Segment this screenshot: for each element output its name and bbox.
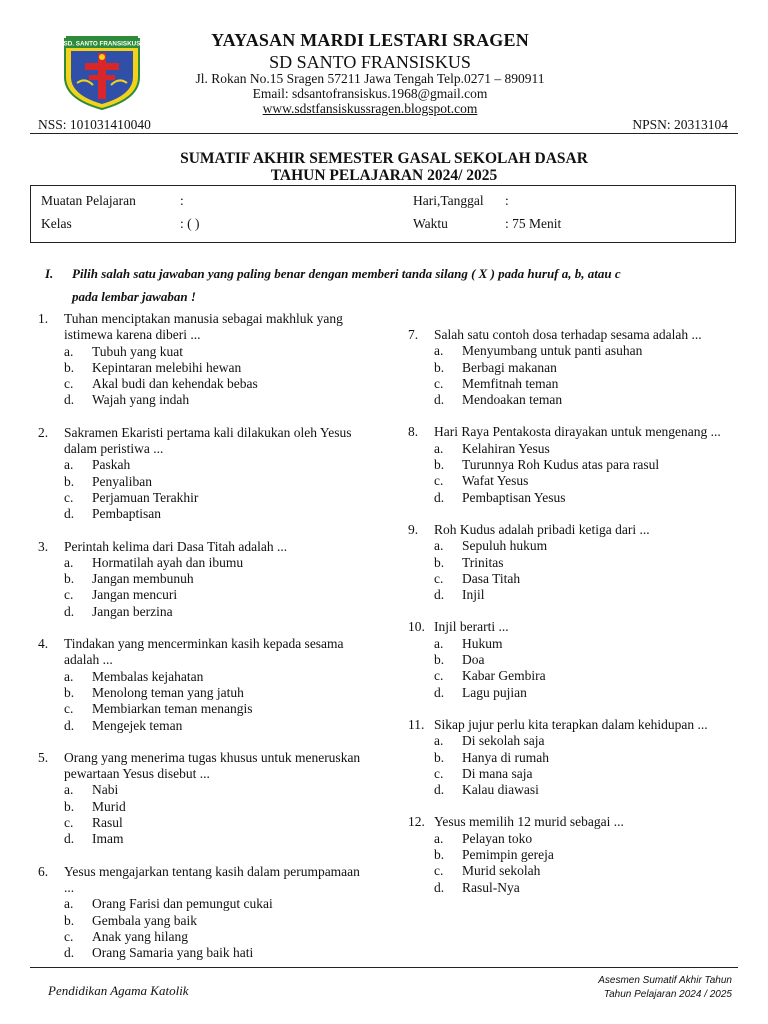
- answer-option: [64, 799, 368, 815]
- option-text: Dasa Titah: [462, 570, 521, 586]
- option-text: Imam: [92, 831, 124, 847]
- footer-subject: Pendidikan Agama Katolik: [48, 983, 189, 998]
- option-text: Menolong teman yang jatuh: [92, 684, 244, 700]
- school-email: Email: sdsantofransiskus.1968@gmail.com: [252, 86, 488, 101]
- option-letter: b.: [434, 359, 445, 375]
- option-text: Turunnya Roh Kudus atas para rasul: [462, 457, 660, 473]
- answer-option: [64, 571, 368, 587]
- answer-option: [434, 847, 738, 863]
- option-letter: c.: [434, 863, 444, 879]
- option-letter: c.: [434, 570, 444, 586]
- exam-title: SUMATIF AKHIR SEMESTER GASAL SEKOLAH DASAR: [180, 150, 588, 167]
- question-text: Tuhan menciptakan manusia sebagai makhluk yang istimewa karena diberi ...: [64, 311, 343, 343]
- option-letter: b.: [434, 749, 445, 765]
- answer-option: [64, 555, 368, 571]
- class-value: : ( ): [180, 216, 200, 231]
- question-number: 9.: [408, 521, 419, 537]
- question-number: 6.: [38, 863, 49, 879]
- option-text: Trinitas: [462, 554, 504, 570]
- option-text: Jangan berzina: [92, 603, 173, 619]
- question-text: Perintah kelima dari Dasa Titah adalah ...: [64, 538, 288, 554]
- option-text: Paskah: [92, 457, 131, 473]
- option-text: Hormatilah ayah dan ibumu: [92, 554, 244, 570]
- answer-option: [434, 343, 738, 359]
- option-letter: d.: [64, 831, 75, 847]
- answer-option: [64, 457, 368, 473]
- option-letter: b.: [434, 457, 445, 473]
- footer-assessment-year: Tahun Pelajaran 2024 / 2025: [603, 989, 732, 1000]
- question-item: [38, 750, 368, 848]
- answer-option: [434, 555, 738, 571]
- question-text: Sakramen Ekaristi pertama kali dilakukan oleh Yesus dalam peristiwa ...: [64, 424, 352, 457]
- answer-option: [434, 863, 738, 879]
- option-text: Di mana saja: [462, 765, 533, 781]
- answer-option: [64, 701, 368, 717]
- option-letter: d.: [64, 717, 75, 733]
- option-letter: a.: [64, 457, 74, 473]
- answer-option: [434, 782, 738, 798]
- option-letter: c.: [434, 765, 444, 781]
- answer-option: [64, 945, 368, 961]
- time-label: Waktu: [413, 216, 448, 231]
- answer-option: [64, 344, 368, 360]
- option-text: Pelayan toko: [462, 830, 533, 846]
- option-text: Membalas kejahatan: [92, 668, 204, 684]
- option-letter: c.: [64, 587, 74, 603]
- option-text: Jangan membunuh: [92, 571, 194, 587]
- question-item: [38, 864, 368, 962]
- option-text: Tubuh yang kuat: [92, 343, 184, 359]
- option-text: Kelahiran Yesus: [462, 440, 550, 456]
- answer-option: [64, 604, 368, 620]
- subject-label: Muatan Pelajaran: [41, 193, 136, 208]
- school-website[interactable]: www.sdstfansiskussragen.blogspot.com: [262, 101, 478, 116]
- answer-option: [434, 831, 738, 847]
- option-letter: a.: [64, 896, 74, 912]
- option-text: Lagu pujian: [462, 684, 527, 700]
- option-letter: d.: [434, 587, 445, 603]
- instruction-text: Pilih salah satu jawaban yang paling benar dengan memberi tanda silang ( X ) pada huruf a, b, atau c: [72, 266, 621, 281]
- subject-value: :: [180, 193, 184, 208]
- option-letter: a.: [434, 635, 444, 651]
- foundation-name: YAYASAN MARDI LESTARI SRAGEN: [211, 30, 529, 50]
- option-letter: d.: [64, 506, 75, 522]
- option-text: Kalau diawasi: [462, 782, 539, 798]
- answer-option: [434, 392, 738, 408]
- question-item: [38, 425, 368, 523]
- answer-option: [434, 733, 738, 749]
- option-letter: b.: [434, 847, 445, 863]
- time-value: : 75 Menit: [505, 216, 562, 231]
- question-text: Hari Raya Pentakosta dirayakan untuk mengenang ...: [434, 424, 721, 440]
- option-letter: b.: [64, 571, 75, 587]
- option-letter: b.: [434, 554, 445, 570]
- answer-option: [64, 831, 368, 847]
- option-letter: b.: [64, 684, 75, 700]
- option-letter: d.: [434, 392, 445, 408]
- option-letter: b.: [64, 359, 75, 375]
- question-text: Yesus mengajarkan tentang kasih dalam perumpamaan ...: [64, 863, 360, 895]
- date-value: :: [505, 193, 509, 208]
- question-number: 1.: [38, 311, 49, 326]
- question-item: [408, 717, 738, 798]
- option-letter: a.: [64, 668, 74, 684]
- option-letter: a.: [434, 440, 444, 456]
- answer-option: [64, 376, 368, 392]
- option-letter: b.: [434, 652, 445, 668]
- option-letter: c.: [434, 375, 444, 391]
- answer-option: [434, 376, 738, 392]
- option-text: Murid sekolah: [462, 863, 541, 879]
- option-letter: d.: [64, 945, 75, 961]
- answer-option: [64, 669, 368, 685]
- question-item: [408, 619, 738, 700]
- question-number: 10.: [408, 619, 425, 635]
- answer-option: [434, 473, 738, 489]
- school-crest-icon: [63, 33, 141, 111]
- answer-option: [434, 538, 738, 554]
- answer-option: [64, 782, 368, 798]
- question-number: 7.: [408, 327, 419, 342]
- answer-option: [64, 718, 368, 734]
- question-text: Orang yang menerima tugas khusus untuk meneruskan pewartaan Yesus disebut ...: [64, 749, 361, 782]
- question-text: Injil berarti ...: [434, 619, 509, 635]
- option-letter: a.: [64, 343, 74, 359]
- footer-divider: [30, 967, 738, 968]
- option-letter: a.: [434, 538, 444, 554]
- option-text: Murid: [92, 798, 126, 814]
- option-text: Kepintaran melebihi hewan: [92, 359, 242, 375]
- school-name: SD SANTO FRANSISKUS: [269, 52, 471, 72]
- answer-option: [434, 441, 738, 457]
- answer-option: [64, 896, 368, 912]
- questions-right-column: [408, 327, 738, 912]
- option-letter: c.: [64, 701, 74, 717]
- question-number: 4.: [38, 636, 49, 652]
- option-text: Memfitnah teman: [462, 375, 559, 391]
- option-text: Wafat Yesus: [462, 473, 529, 489]
- option-text: Wajah yang indah: [92, 392, 190, 408]
- option-letter: a.: [434, 733, 444, 749]
- instruction-numeral: I.: [45, 266, 54, 281]
- footer-assessment: [598, 974, 732, 1002]
- option-text: Mengejek teman: [92, 717, 183, 733]
- answer-option: [64, 392, 368, 408]
- option-letter: d.: [434, 489, 445, 505]
- option-letter: d.: [434, 684, 445, 700]
- questions-left-column: [38, 311, 368, 977]
- option-text: Hanya di rumah: [462, 749, 549, 765]
- class-label: Kelas: [41, 216, 72, 231]
- answer-option: [434, 685, 738, 701]
- footer-assessment-title: Asesmen Sumatif Akhir Tahun: [598, 975, 732, 986]
- question-item: [408, 327, 738, 408]
- option-text: Mendoakan teman: [462, 392, 563, 408]
- answer-option: [434, 636, 738, 652]
- option-text: Di sekolah saja: [462, 733, 545, 749]
- option-letter: c.: [434, 668, 444, 684]
- question-number: 12.: [408, 814, 425, 830]
- date-label: Hari,Tanggal: [413, 193, 484, 208]
- npsn-number: NPSN: 20313104: [632, 117, 728, 132]
- question-item: [408, 522, 738, 603]
- answer-option: [434, 587, 738, 603]
- answer-option: [434, 360, 738, 376]
- answer-option: [64, 685, 368, 701]
- question-item: [38, 311, 368, 409]
- option-letter: a.: [64, 782, 74, 798]
- option-letter: c.: [64, 815, 74, 831]
- option-text: Berbagi makanan: [462, 359, 557, 375]
- school-logo: [63, 33, 141, 111]
- instruction-text-cont: pada lembar jawaban !: [72, 289, 196, 304]
- option-text: Menyumbang untuk panti asuhan: [462, 343, 643, 359]
- question-item: [38, 636, 368, 734]
- answer-option: [64, 913, 368, 929]
- answer-option: [434, 880, 738, 896]
- option-text: Orang Samaria yang baik hati: [92, 945, 254, 961]
- option-text: Pembaptisan: [92, 506, 161, 522]
- option-letter: d.: [434, 782, 445, 798]
- option-text: Perjamuan Terakhir: [92, 489, 199, 505]
- school-address: Jl. Rokan No.15 Sragen 57211 Jawa Tengah Telp.0271 – 890911: [195, 71, 545, 86]
- question-number: 3.: [38, 538, 49, 554]
- option-text: Anak yang hilang: [92, 928, 188, 944]
- option-letter: b.: [64, 473, 75, 489]
- answer-option: [434, 571, 738, 587]
- option-text: Rasul: [92, 815, 123, 831]
- option-letter: c.: [434, 473, 444, 489]
- answer-option: [64, 360, 368, 376]
- option-letter: b.: [64, 912, 75, 928]
- question-text: Tindakan yang mencerminkan kasih kepada sesama adalah ...: [64, 636, 344, 668]
- option-letter: c.: [64, 489, 74, 505]
- question-number: 2.: [38, 424, 49, 440]
- option-text: Doa: [462, 652, 485, 668]
- answer-option: [64, 587, 368, 603]
- answer-option: [434, 750, 738, 766]
- question-text: Roh Kudus adalah pribadi ketiga dari ...: [434, 521, 650, 537]
- option-letter: d.: [434, 879, 445, 895]
- option-text: Penyaliban: [92, 473, 152, 489]
- answer-option: [64, 815, 368, 831]
- option-text: Akal budi dan kehendak bebas: [92, 376, 258, 392]
- option-text: Hukum: [462, 635, 503, 651]
- logo-text: SD. SANTO FRANSISKUS: [63, 40, 141, 48]
- option-text: Membiarkan teman menangis: [92, 701, 253, 717]
- question-text: Salah satu contoh dosa terhadap sesama adalah ...: [434, 327, 702, 342]
- option-text: Nabi: [92, 782, 119, 798]
- option-letter: a.: [434, 343, 444, 359]
- question-item: [408, 814, 738, 895]
- option-text: Pemimpin gereja: [462, 847, 554, 863]
- option-letter: b.: [64, 798, 75, 814]
- option-letter: d.: [64, 603, 75, 619]
- option-letter: d.: [64, 392, 75, 408]
- answer-option: [434, 490, 738, 506]
- question-number: 11.: [408, 716, 425, 732]
- answer-option: [434, 652, 738, 668]
- option-letter: a.: [434, 830, 444, 846]
- option-text: Pembaptisan Yesus: [462, 489, 566, 505]
- question-item: [38, 539, 368, 620]
- exam-year: TAHUN PELAJARAN 2024/ 2025: [270, 167, 498, 184]
- option-text: Injil: [462, 587, 485, 603]
- answer-option: [434, 457, 738, 473]
- option-letter: c.: [64, 928, 74, 944]
- option-letter: a.: [64, 554, 74, 570]
- option-text: Orang Farisi dan pemungut cukai: [92, 896, 273, 912]
- question-text: Yesus memilih 12 murid sebagai ...: [434, 814, 624, 830]
- option-text: Kabar Gembira: [462, 668, 546, 684]
- option-text: Gembala yang baik: [92, 912, 197, 928]
- answer-option: [64, 506, 368, 522]
- answer-option: [434, 668, 738, 684]
- answer-option: [64, 474, 368, 490]
- nss-number: NSS: 101031410040: [38, 117, 151, 132]
- question-text: Sikap jujur perlu kita terapkan dalam kehidupan ...: [434, 716, 708, 732]
- option-text: Sepuluh hukum: [462, 538, 548, 554]
- question-number: 8.: [408, 424, 419, 440]
- option-text: Rasul-Nya: [462, 879, 520, 895]
- header-divider: [30, 133, 738, 134]
- option-text: Jangan mencuri: [92, 587, 178, 603]
- answer-option: [64, 929, 368, 945]
- question-number: 5.: [38, 749, 49, 765]
- option-letter: c.: [64, 376, 74, 392]
- answer-option: [434, 766, 738, 782]
- answer-option: [64, 490, 368, 506]
- question-item: [408, 424, 738, 505]
